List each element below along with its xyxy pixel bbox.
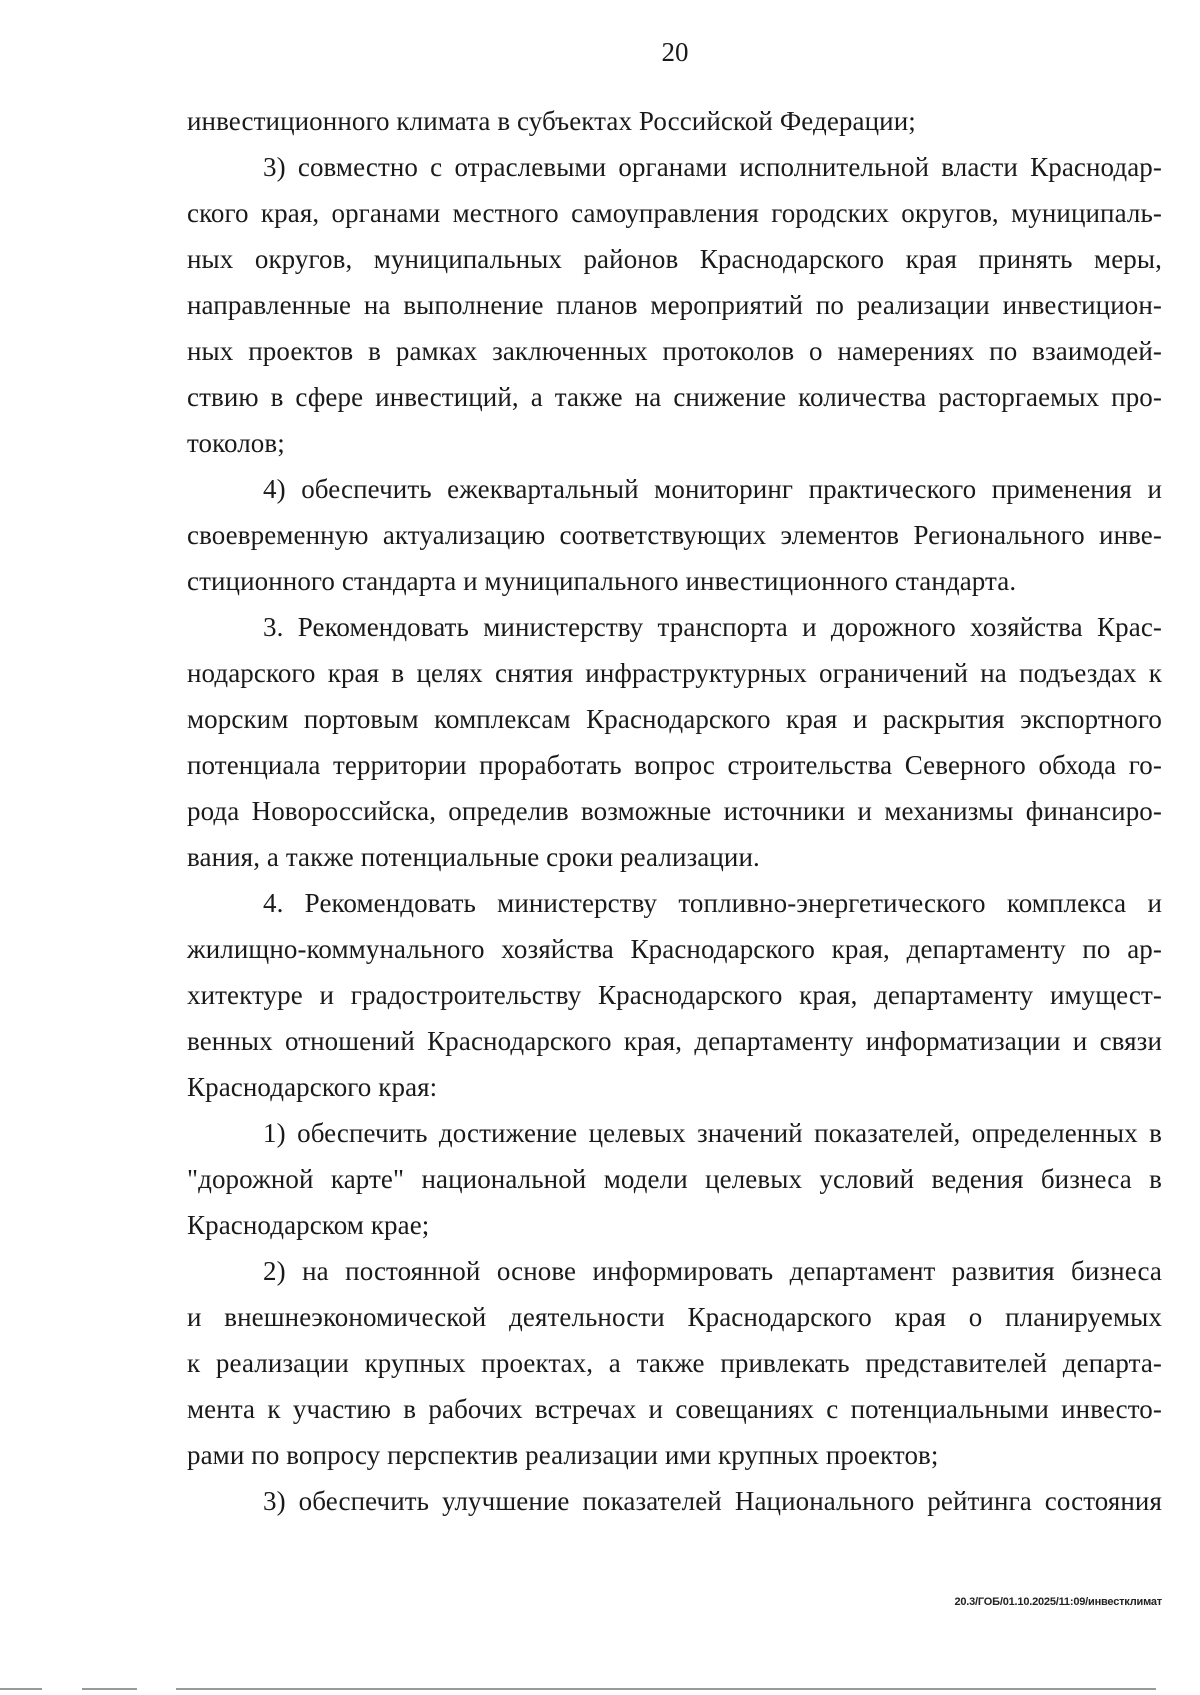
text-line: направленные на выполнение планов мероприятий по реализации инвестицион- [187, 290, 1162, 320]
text-line: 4. Рекомендовать министерству топливно-энергетического комплекса и [263, 888, 1162, 918]
scan-edge-line [0, 1688, 42, 1690]
text-line: венных отношений Краснодарского края, департаменту информатизации и связи [187, 1026, 1162, 1056]
text-line: ных округов, муниципальных районов Краснодарского края принять меры, [187, 244, 1162, 274]
scan-edge-line [82, 1688, 137, 1690]
text-line: 3. Рекомендовать министерству транспорта и дорожного хозяйства Крас- [263, 612, 1162, 642]
text-line: токолов; [187, 428, 285, 458]
scan-edge-line [176, 1688, 1156, 1690]
text-line: рода Новороссийска, определив возможные источники и механизмы финансиро- [187, 796, 1162, 826]
text-line: к реализации крупных проектах, а также привлекать представителей департа- [187, 1348, 1162, 1378]
text-line: ствию в сфере инвестиций, а также на снижение количества расторгаемых про- [187, 382, 1162, 412]
text-line: 3) совместно с отраслевыми органами исполнительной власти Краснодар- [263, 152, 1162, 182]
text-line: мента к участию в рабочих встречах и совещаниях с потенциальными инвесто- [187, 1394, 1162, 1424]
text-line: нодарского края в целях снятия инфраструктурных ограничений на подъездах к [187, 658, 1162, 688]
text-line: своевременную актуализацию соответствующих элементов Регионального инве- [187, 520, 1162, 550]
text-line: хитектуре и градостроительству Краснодарского края, департаменту имущест- [187, 980, 1162, 1010]
text-line: ского края, органами местного самоуправления городских округов, муниципаль- [187, 198, 1162, 228]
text-line: морским портовым комплексам Краснодарского края и раскрытия экспортного [187, 704, 1162, 734]
text-line: рами по вопросу перспектив реализации ими крупных проектов; [187, 1440, 939, 1470]
text-line: Краснодарского края: [187, 1072, 438, 1102]
text-line: "дорожной карте" национальной модели целевых условий ведения бизнеса в [187, 1164, 1162, 1194]
page-number: 20 [661, 37, 689, 67]
text-line: и внешнеэкономической деятельности Краснодарского края о планируемых [187, 1302, 1162, 1332]
text-line: 3) обеспечить улучшение показателей Национального рейтинга состояния [263, 1486, 1162, 1516]
text-line: вания, а также потенциальные сроки реализации. [187, 842, 760, 872]
text-line: стиционного стандарта и муниципального инвестиционного стандарта. [187, 566, 1017, 596]
text-line: Краснодарском крае; [187, 1210, 430, 1240]
text-line: ных проектов в рамках заключенных протоколов о намерениях по взаимодей- [187, 336, 1162, 366]
text-line: инвестиционного климата в субъектах Российской Федерации; [187, 106, 916, 136]
text-line: 4) обеспечить ежеквартальный мониторинг практического применения и [263, 474, 1162, 504]
text-line: 1) обеспечить достижение целевых значений показателей, определенных в [263, 1118, 1162, 1148]
document-body [187, 98, 1162, 1524]
text-line: 2) на постоянной основе информировать департамент развития бизнеса [263, 1256, 1162, 1286]
document-footer-code: 20.3/ГОБ/01.10.2025/11:09/инвестклимат [954, 1596, 1162, 1608]
text-line: потенциала территории проработать вопрос строительства Северного обхода го- [187, 750, 1162, 780]
text-line: жилищно-коммунального хозяйства Краснодарского края, департаменту по ар- [187, 934, 1162, 964]
